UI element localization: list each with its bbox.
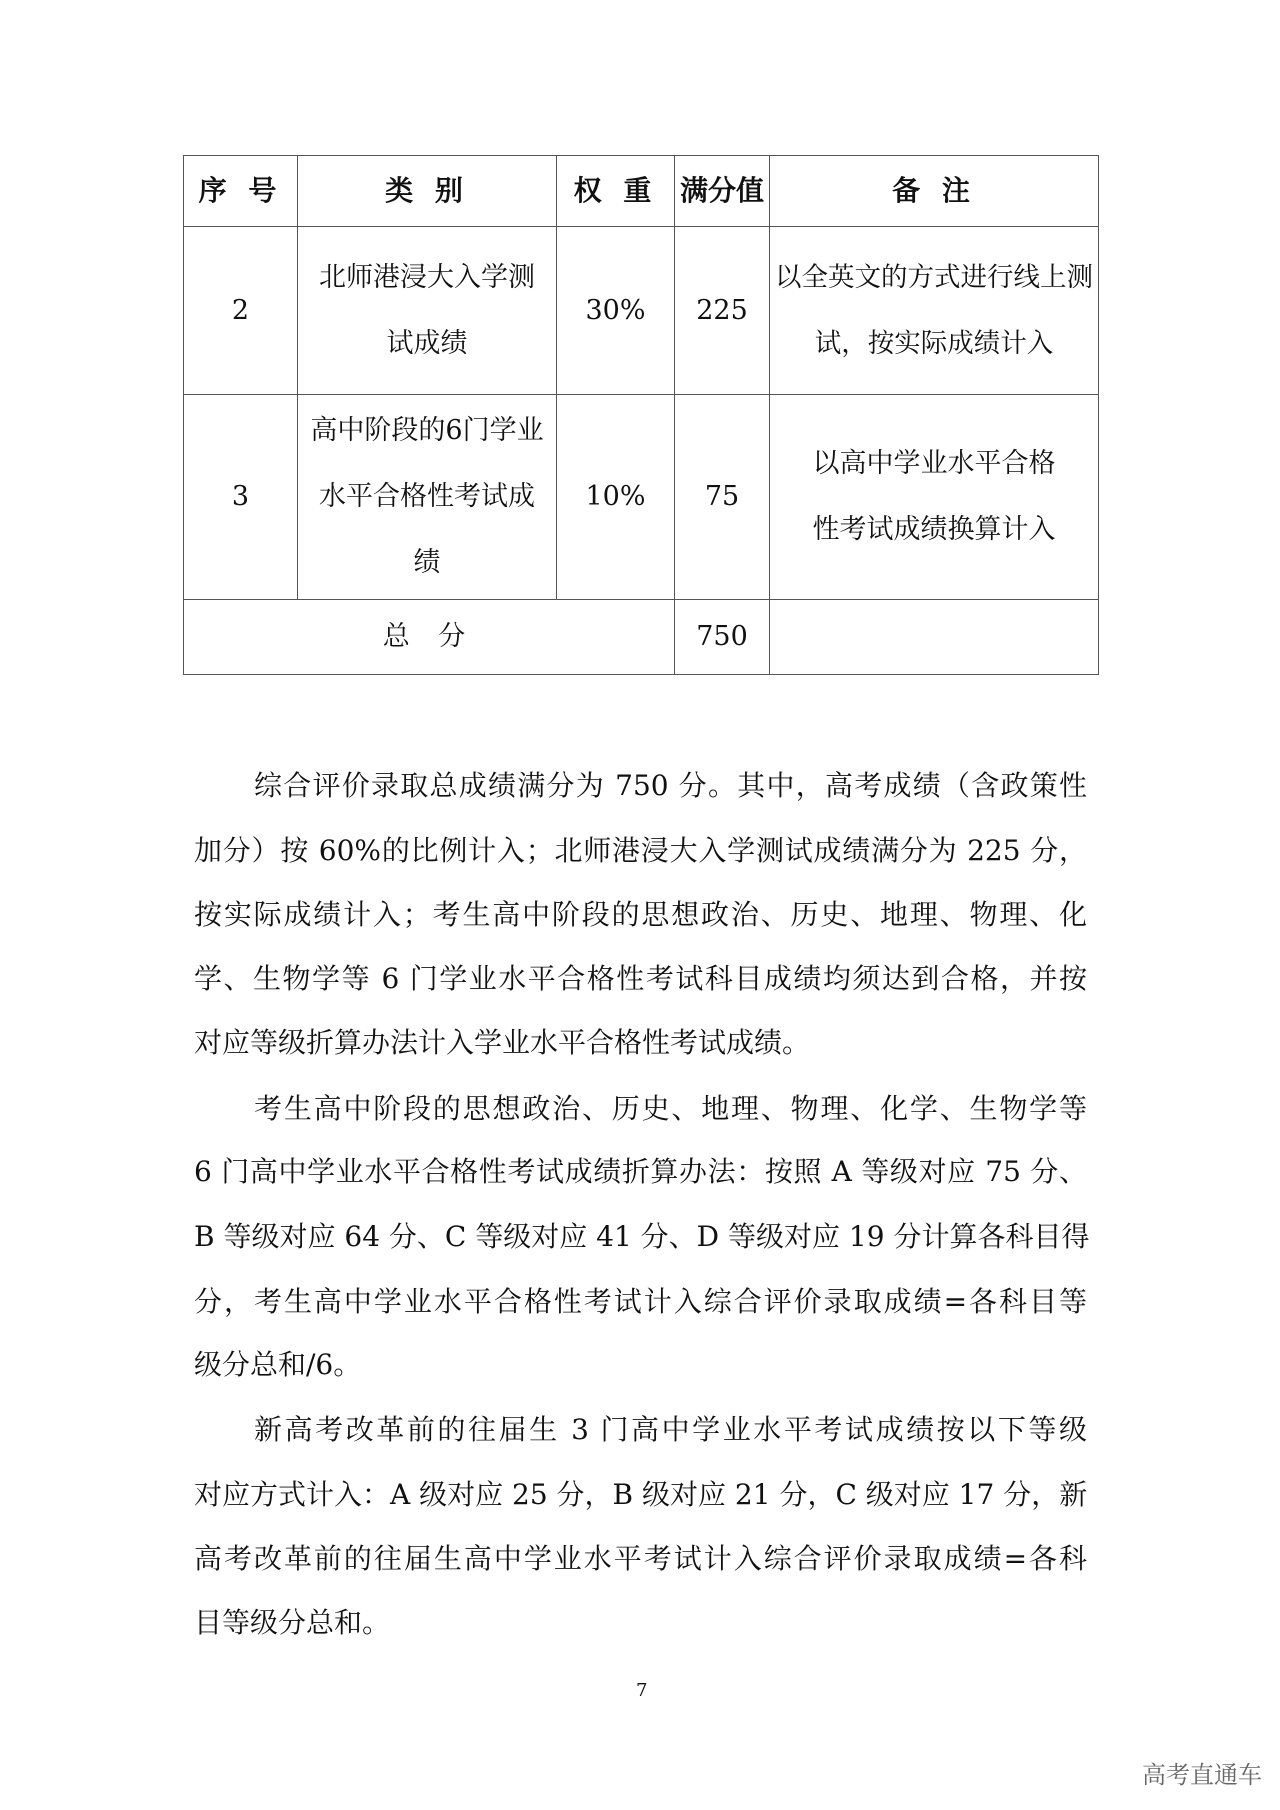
total-label: 总 分 xyxy=(184,600,675,675)
paragraph-line: 6 门高中学业水平合格性考试成绩折算办法：按照 A 等级对应 75 分、 xyxy=(194,1155,1087,1188)
paragraph-line: 加分）按 60%的比例计入；北师港浸大入学测试成绩满分为 225 分， xyxy=(194,834,1087,867)
header-category: 类 别 xyxy=(298,156,557,227)
paragraph-line: 目等级分总和。 xyxy=(194,1606,391,1639)
page-number: 7 xyxy=(636,1680,648,1701)
cell-full-score: 75 xyxy=(675,395,770,600)
cell-no: 2 xyxy=(184,227,298,395)
watermark: 高考直通车 xyxy=(1142,1761,1262,1789)
score-table xyxy=(183,155,1099,675)
paragraph-line: 学、生物学等 6 门学业水平合格性考试科目成绩均须达到合格，并按 xyxy=(194,962,1087,995)
paragraph-line: 新高考改革前的往届生 3 门高中学业水平考试成绩按以下等级 xyxy=(254,1413,1087,1446)
paragraph-line: B 等级对应 64 分、C 等级对应 41 分、D 等级对应 19 分计算各科目得 xyxy=(194,1220,1090,1253)
cell-full-score: 225 xyxy=(675,227,770,395)
paragraph-line: 按实际成绩计入；考生高中阶段的思想政治、历史、地理、物理、化 xyxy=(194,898,1087,931)
cell-note: 以高中学业水平合格性考试成绩换算计入 xyxy=(770,395,1099,600)
cell-no: 3 xyxy=(184,395,298,600)
table-header-row xyxy=(184,156,1099,227)
paragraph-line: 综合评价录取总成绩满分为 750 分。其中，高考成绩（含政策性 xyxy=(254,769,1087,802)
header-note: 备 注 xyxy=(770,156,1099,227)
header-full-score: 满分值 xyxy=(675,156,770,227)
cell-weight: 30% xyxy=(557,227,675,395)
paragraph-line: 级分总和/6。 xyxy=(194,1348,362,1381)
total-note xyxy=(770,600,1099,675)
paragraph-line: 高考改革前的往届生高中学业水平考试计入综合评价录取成绩=各科 xyxy=(194,1542,1087,1575)
cell-weight: 10% xyxy=(557,395,675,600)
paragraph-line: 对应方式计入：A 级对应 25 分，B 级对应 21 分，C 级对应 17 分，新 xyxy=(194,1478,1088,1511)
paragraph-line: 分，考生高中学业水平合格性考试计入综合评价录取成绩=各科目等 xyxy=(194,1285,1087,1318)
header-weight: 权 重 xyxy=(557,156,675,227)
cell-category: 高中阶段的6门学业水平合格性考试成绩 xyxy=(298,395,557,600)
cell-note: 以全英文的方式进行线上测试，按实际成绩计入 xyxy=(770,227,1099,395)
table-total-row xyxy=(184,600,1099,675)
cell-category: 北师港浸大入学测试成绩 xyxy=(298,227,557,395)
header-no: 序 号 xyxy=(184,156,298,227)
total-score: 750 xyxy=(675,600,770,675)
paragraph-line: 对应等级折算办法计入学业水平合格性考试成绩。 xyxy=(194,1026,811,1059)
paragraph-line: 考生高中阶段的思想政治、历史、地理、物理、化学、生物学等 xyxy=(254,1092,1087,1125)
table-row xyxy=(184,395,1099,600)
table-row xyxy=(184,227,1099,395)
